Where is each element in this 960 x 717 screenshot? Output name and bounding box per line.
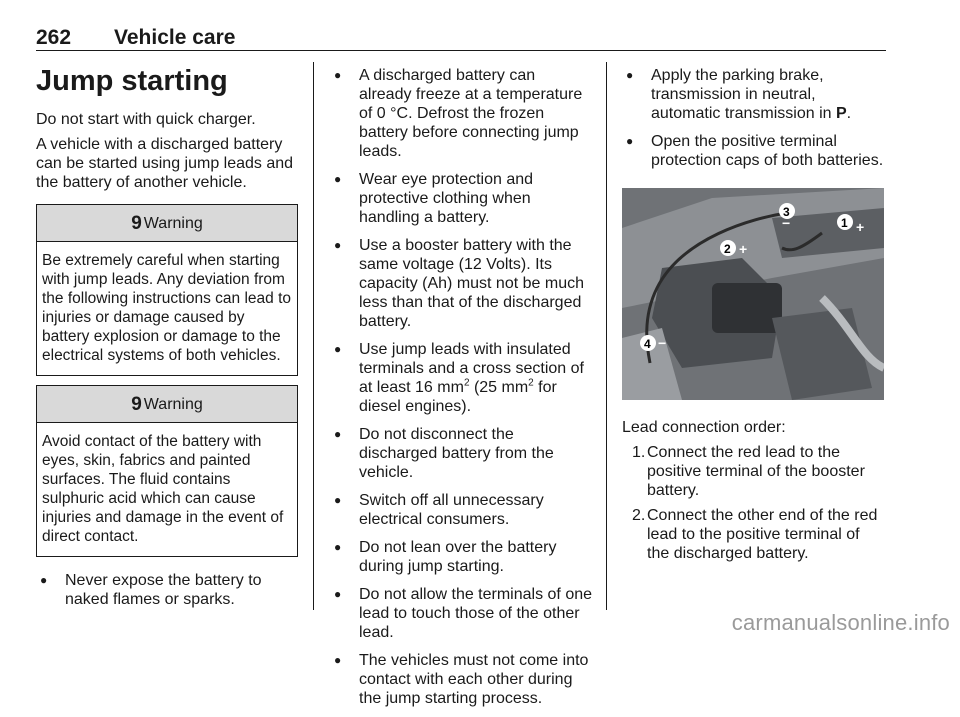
list-item	[632, 443, 886, 500]
list-item: ● Wear eye protection and protective clothing when handling a battery.	[330, 170, 592, 227]
column-divider-1	[313, 62, 314, 610]
header-rule	[36, 50, 886, 51]
marker-2: 2	[724, 242, 731, 256]
warning-box-1	[36, 204, 298, 376]
page-header	[36, 26, 886, 52]
warning-label: Warning	[143, 214, 203, 232]
step-text: Connect the red lead to the positive terminal of the booster battery.	[647, 444, 865, 499]
intro-paragraph-2: A vehicle with a discharged battery can be started using jump leads and the battery of another vehicle.	[36, 136, 294, 191]
engine-bay-illustration	[622, 188, 884, 400]
section-title: Vehicle care	[114, 26, 236, 49]
list-item: ● Do not allow the terminals of one lead to touch those of the other lead.	[330, 585, 592, 642]
warning-header	[37, 386, 297, 423]
warning-box-2	[36, 385, 298, 557]
minus-sign: −	[782, 215, 791, 231]
list-text: (25 mm	[469, 379, 529, 396]
list-item: ● Do not disconnect the discharged battery from the vehicle.	[330, 425, 592, 482]
list-text: .	[846, 105, 852, 122]
warning-icon: 9	[131, 212, 142, 234]
warning-text: Avoid contact of the battery with eyes, skin, fabrics and painted surfaces. The fluid contains sulphuric acid which can cause injuries and damage in the event of direct contact.	[42, 433, 284, 545]
superscript: 2	[528, 377, 534, 389]
bullet-list	[330, 66, 592, 708]
column-1	[36, 64, 298, 618]
list-item: ● Use a booster battery with the same voltage (12 Volts). Its capacity (Ah) must not be much less than that of the discharged battery.	[330, 236, 592, 331]
warning-header	[37, 205, 297, 242]
list-text: Use jump leads with insulated terminals and a cross section of at least 16 mm	[359, 341, 584, 396]
plus-sign: +	[739, 241, 748, 257]
bullet-list	[36, 571, 298, 609]
warning-text: Be extremely careful when starting with jump leads. Any deviation from the following instructions can lead to injuries or damage caused by battery explosion or damage to the electrical systems of both vehicles.	[42, 252, 292, 364]
step-list	[622, 443, 886, 563]
page-title: Jump starting	[36, 65, 228, 97]
list-item	[632, 506, 886, 563]
bullet-list	[622, 66, 886, 170]
column-3	[622, 66, 886, 569]
list-item: ● A discharged battery can already freeze at a temperature of 0 °C. Defrost the frozen battery before connecting jump leads.	[330, 66, 592, 161]
column-2	[330, 66, 592, 717]
step-number: 2.	[632, 507, 646, 524]
list-item: ● Switch off all unnecessary electrical consumers.	[330, 491, 592, 529]
list-item: ● Do not lean over the battery during jump starting.	[330, 538, 592, 576]
order-label: Lead connection order:	[622, 419, 786, 436]
step-text: Connect the other end of the red lead to the positive terminal of the discharged battery.	[647, 507, 878, 562]
marker-4: 4	[644, 337, 651, 351]
superscript: 2	[463, 377, 470, 389]
page-number: 262	[36, 26, 72, 49]
step-number: 1.	[632, 444, 646, 461]
plus-sign: +	[856, 219, 865, 235]
marker-3: 3	[783, 205, 790, 219]
list-item	[622, 66, 886, 123]
warning-label: Warning	[143, 395, 203, 413]
intro-paragraph-1: Do not start with quick charger.	[36, 111, 256, 128]
minus-sign: −	[658, 335, 667, 351]
warning-icon: 9	[131, 393, 142, 415]
list-item: ● Open the positive terminal protection caps of both batteries.	[622, 132, 886, 170]
engine-bay-image	[622, 188, 884, 400]
list-item: ● The vehicles must not come into contact with each other during the jump starting process.	[330, 651, 592, 708]
column-divider-2	[606, 62, 607, 610]
watermark: carmanualsonline.info	[731, 610, 950, 635]
gear-letter: P	[835, 105, 847, 122]
marker-1: 1	[841, 216, 848, 230]
list-text: Apply the parking brake, transmission in neutral, automatic transmission in	[651, 67, 836, 122]
list-item	[330, 340, 592, 416]
list-item: ● Never expose the battery to naked flames or sparks.	[36, 571, 298, 609]
list-text: for diesel engines).	[359, 379, 557, 415]
